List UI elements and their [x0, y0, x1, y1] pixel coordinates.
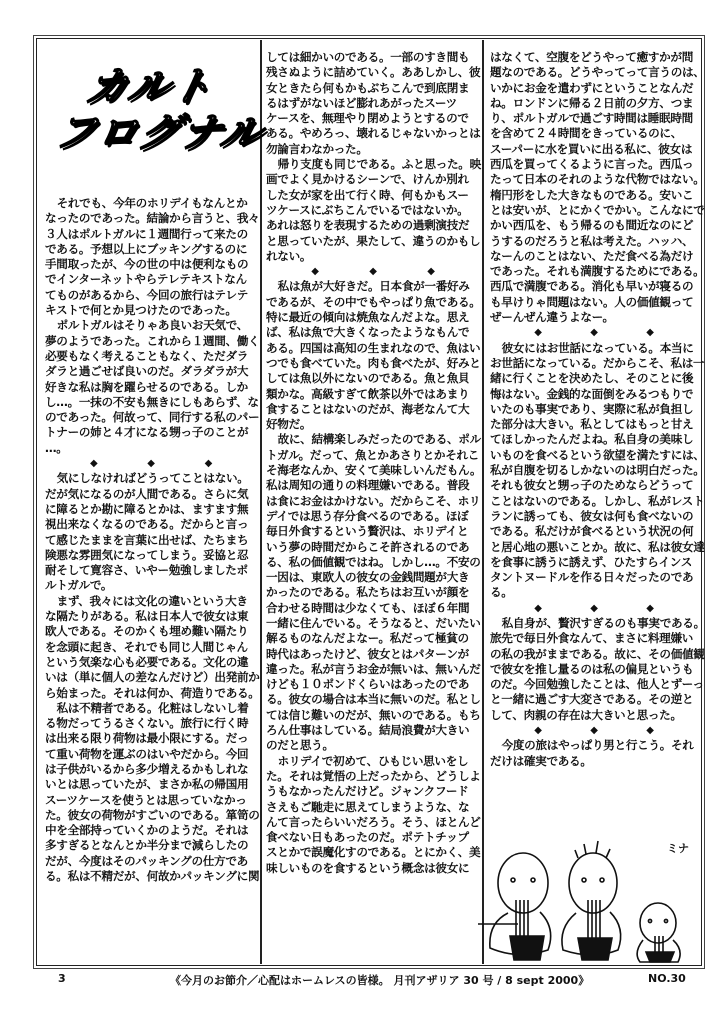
- paragraph: 私は不精者である。化粧はしないし着 る物だってうるさくない。旅行に行く時 は出来る限り荷物は最小限にする。だっ て重い荷物を運ぶのはいやだから。今回 は子供がいるから多少増えるかもしれな いとは思っていたが、まさか私の帰国用 スーツケースを使うとは思っていなかっ た。彼女の荷物がすごいのである。箪笥の 中を全部持っていくかのようだ。それは 多すぎるとなんとか半分まで減らしたの だが、今度はそのパッキングの仕方であ る。私は不精だが、何故かパッキングに関: [45, 700, 260, 884]
- figure-middle: [562, 841, 621, 960]
- issue-number: NO.30: [648, 972, 686, 985]
- section-separator: [266, 264, 480, 279]
- diamond-icon: ◆: [590, 602, 598, 614]
- diamond-icon: ◆: [369, 266, 377, 278]
- paragraph: 故に、結構楽しみだったのである、ポル トガル。だって、魚とかあさりとかそれこ そ海老なんか、安くて美味しいんだもん。 私は周知の通りの料理嫌いである。普段 は食にお金はかけない。だからこそ、ホリ デイでは思う存分食べるのである。ほぼ 毎日外食するという贅沢は、ホリデイと いう夢の時間だからこそ許されるのであ る、私の価値観ではね。しかし…。不安の 一因は、東欧人の彼女の金銭問題が大き かったのである。私たちはお互いが顔を 合わせる時間は少なくても、ほぼ６年間 一緒に住んでいる。そうなると、だいたい 解るものなんだよなー。私だって極貧の 時代はあったけど、彼女とはパターンが 違った。私が言うお金が無いは、無いんだ けども１０ポンドくらいはあったのであ る。彼女の場合は本当に無いのだ。私とし ては信じ難いのだが、無いのである。もち ろん仕事はしている。結局浪費が大きい のだと思う。: [266, 432, 482, 753]
- figure-small: [637, 903, 680, 962]
- article-title: [50, 64, 278, 156]
- noodle-eaters-illustration: [478, 828, 698, 964]
- paragraph: 気にしなければどうってことはない。 だが気になるのが人間である。さらに気 に障るとか勘に障るとかは、ますます無 視出来なくなるのである。だからと言っ て感じたままを言葉に出せば、たちまち 険悪な雰囲気になってしまう。妥協と忍 耐そして寛容さ、いやー勉強しましたポ ルトガルで。: [45, 471, 249, 593]
- paragraph: 私自身が、贅沢すぎるのも事実である。 旅先で毎日外食なんて、まさに料理嫌い の私の我がままである。故に、その価値観 で彼女を推し量るのは私の偏見というも のだ。今回勉強したことは、他人とずーっ と一緒に過ごす大変さである。その逆と して、肉親の存在は大きいと思った。: [490, 615, 705, 722]
- paragraph: 今度の旅はやっぱり男と行こう。それ だけは確実である。: [490, 738, 694, 768]
- diamond-icon: ◆: [534, 725, 542, 737]
- column-divider: [260, 40, 262, 964]
- column-right: [490, 50, 705, 769]
- paragraph: ポルトガルはそりゃあ良いお天気で、 夢のようであった。これから１週間、働く 必要もなく考えることもなく、ただダラ ダラと過ごせば良いのだ。ダラダラが大 好きな私は胸を躍らせるのである。しか し…。一抹の不安も無きにしもあらず、な のであった。何故って、同行する私のパー トナーの姉と４才になる甥っ子のことが …。: [45, 318, 260, 455]
- paragraph: 私は魚が大好きだ。日本食が一番好み であるが、その中でもやっぱり魚である。 特に最近の傾向は焼魚なんだよな。思え ば、私は魚で大きくなったようなもんで ある。四国は高知の生まれなので、魚はい つでも食べていた。肉も食べたが、好みと しては魚以外にないのである。魚と魚貝 類かな。高級すぎて飲茶以外ではあまり 食することはないのだが、海老なんて大 好物だ。: [266, 279, 481, 432]
- diamond-icon: ◆: [590, 327, 598, 339]
- column-middle: [266, 50, 480, 876]
- paragraph: まず、我々には文化の違いという大き な隔たりがある。私は日本人で彼女は東 欧人である。そのかくも埋め難い隔たり を念頭に起き、それでも同じ人間じゃん という気楽な心も必要である。文化の違 いは（単に個人の差なんだけど）出発前か ら始まった。それは何か、荷造りである。: [45, 593, 260, 700]
- diamond-icon: ◆: [590, 725, 598, 737]
- section-separator: [490, 601, 698, 616]
- footer-publication: 《今月のお節介／心配はホームレスの皆様。 月刊アザリア 30 号 / 8 sept 2000》: [170, 974, 590, 987]
- diamond-icon: ◆: [204, 458, 213, 470]
- paragraph: はなくて、空腹をどうやって癒すかが問 題なのである。どうやってって言うのは、 いかにお金を遣わずにということなんだ ね。ロンドンに帰る２日前の夕方、つま り、ポルトガルで過ごす時間は睡眠時間 を含めて２４時間をきっているのに、 スーパーに水を買いに出る私に、彼女は 西瓜を買ってくるように言った。西瓜っ たって日本のそれのような代物ではない。 楕円形をした大きなものである。安いこ とは安いが、とにかくでかい。こんなにで かい西瓜を、もう帰るのも間近なのにど うするのだろうと私は考えた。ハッハ、 なーんのことはない、ただ食べる為だけ であった。それも満腹するためにである。 西瓜で満腹である。消化も早いが寝るの も早けりゃ問題はない。人の価値観って ぜーんぜん違うよなー。: [490, 50, 705, 325]
- section-separator: [490, 325, 698, 340]
- diamond-icon: ◆: [534, 602, 542, 614]
- column-left: [45, 196, 260, 884]
- figure-left: [478, 853, 551, 960]
- title-line-1: カルト: [82, 64, 218, 110]
- paragraph: それでも、今年のホリデイもなんとか なったのであった。結論から言うと、我々 ３人はポルトガルに１週間行って来たの である。予想以上にブッキングするのに 手間取ったが、今の世の中は便利なもの でインターネットやらテレテキストなん てものがあるから、今回の旅行はテレテ キストで何とか見つけたのであった。: [45, 196, 260, 318]
- paragraph: 帰り支度も同じである。ふと思った。映 画でよく見かけるシーンで、けんか別れ した女が家を出て行く時、何もかもスー ツケースにぶちこんでいるではないか。 あれは怒りを表現するための過剰演技だ と思っていたが、果たして、違うのかもし れない。: [266, 157, 481, 263]
- title-line-2: フログナル: [50, 110, 268, 156]
- author-signature: ミナ: [667, 842, 689, 855]
- page-number: 3: [58, 972, 66, 985]
- diamond-icon: ◆: [534, 327, 542, 339]
- diamond-icon: ◆: [646, 725, 654, 737]
- paragraph: しては細かいのである。一部のすき間も 残さぬように詰めていく。ああしかし、彼 女ときたら何もかもぶちこんで到底閉ま るはずがないほど膨れあがったスーツ ケースを、無理やり閉めようとするので ある。やめろっ、壊れるじゃないかっとは 勿論言わなかった。: [266, 50, 481, 156]
- paragraph: 彼女にはお世話になっている。本当に お世話になっている。だからこそ、私は一 緒に行くことを決めたし、そのことに後 悔はない。金銭的な面倒をみるつもりで いたのも事実であり、実際に私が負担し た部分は大きい。私としてはもっと甘え てほしかったんだよね。私自身の美味し いものを食べるという欲望を満たすには、 私が自腹を切るしかないのは明白だった。 それも彼女と甥っ子のためならどうって ことはないのである。しかし、私がレスト ランに誘っても、彼女は何も食べないの である。私だけが食べるという状況の何 と居心地の悪いことか。故に、私は彼女達 を食事に誘うに誘えず、ひたすらインス タントヌードルを作る日々だったのであ る。: [490, 340, 705, 600]
- diamond-icon: ◆: [147, 458, 155, 470]
- section-separator: [490, 723, 698, 738]
- diamond-icon: ◆: [646, 327, 654, 339]
- diamond-icon: ◆: [646, 602, 654, 614]
- section-separator: [45, 456, 257, 471]
- diamond-icon: ◆: [89, 458, 98, 470]
- diamond-icon: ◆: [427, 266, 435, 278]
- column-divider: [482, 40, 484, 964]
- diamond-icon: ◆: [311, 266, 319, 278]
- paragraph: ホリデイで初めて、ひもじい思いをし た。それは覚悟の上だったから、どうしよ うもなかったんだけど。ジャンクフード さえもご馳走に思えてしまうような、な んて言ったらいいだろう。そう、ほとんど 食べない日もあったのだ。ポテトチップ スとかで誤魔化すのである。とにかく、美 味しいものを食するという概念は彼女に: [266, 753, 481, 875]
